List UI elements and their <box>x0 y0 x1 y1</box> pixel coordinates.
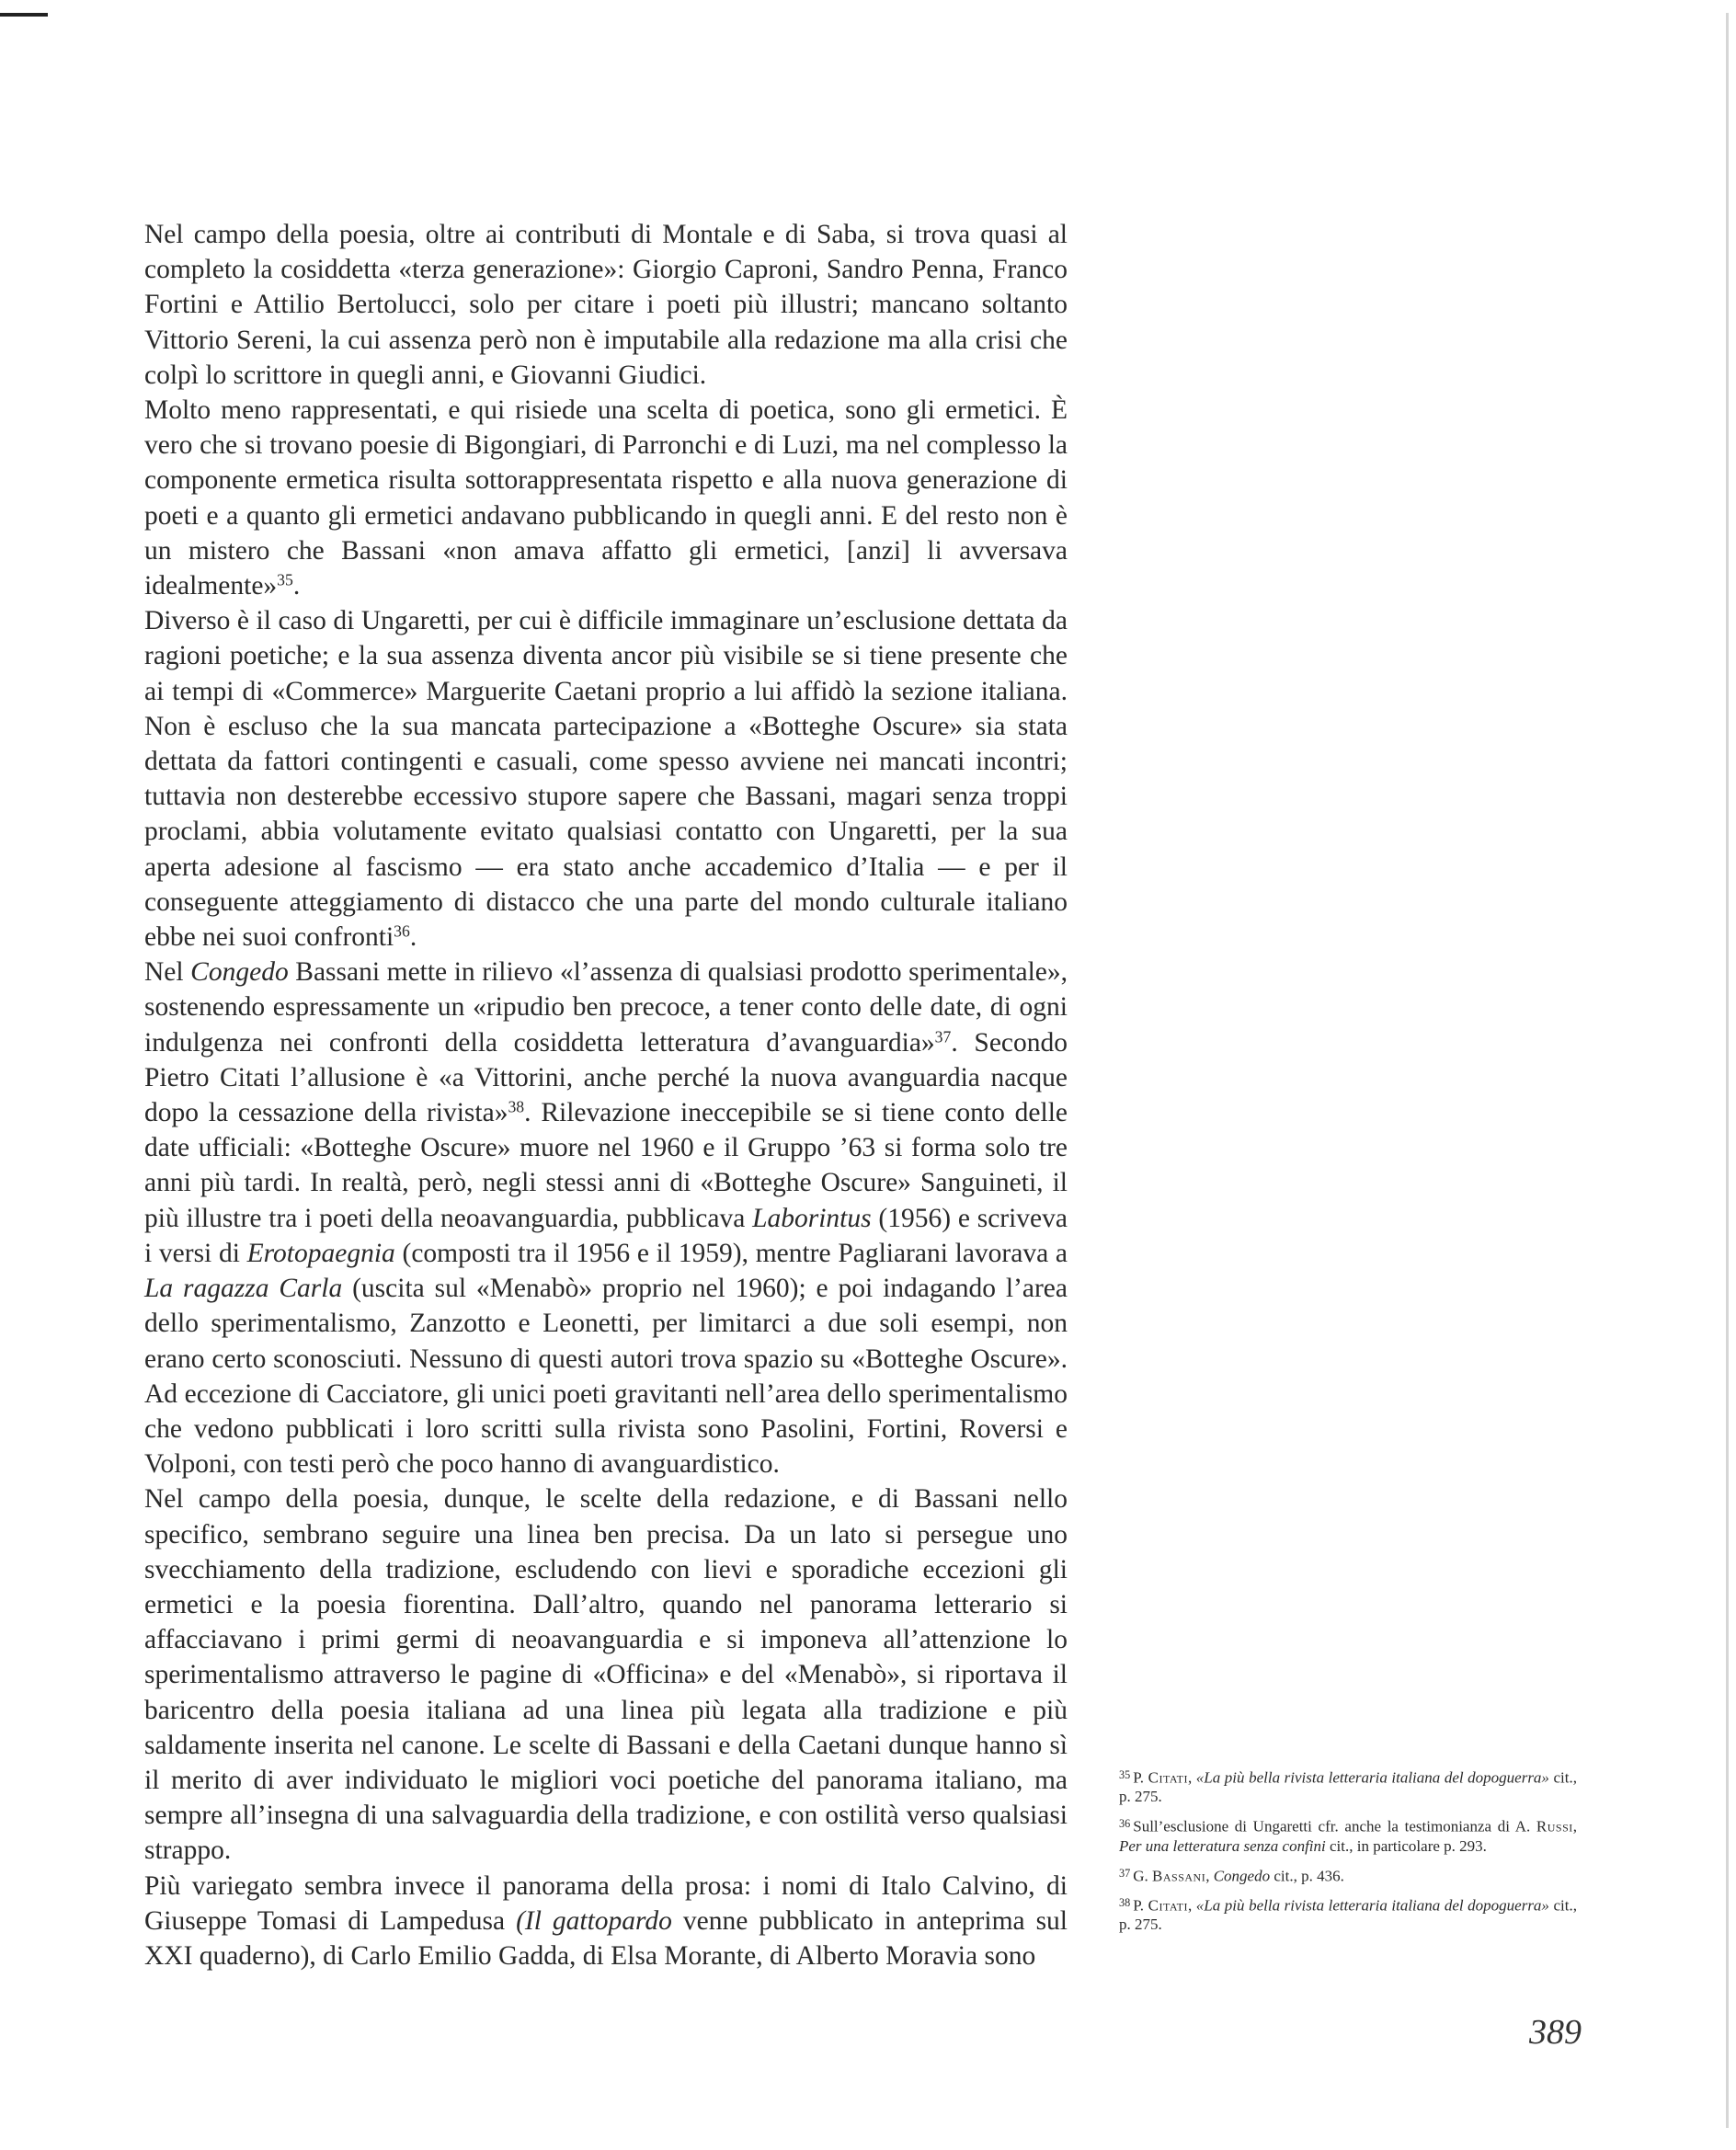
italic-text: La ragazza Carla <box>144 1274 343 1304</box>
text-run: G. <box>1133 1866 1153 1884</box>
text-run: , <box>1187 1896 1196 1915</box>
footnote-number: 38 <box>1119 1895 1131 1909</box>
text-run: Diverso è il caso di Ungaretti, per cui è difficile immaginare un’esclusione dettata da ragioni poetiche; e la sua assenza diventa ancor più visibile se si tiene presente che ai tempi di «Commerce» Marguerite Caetani proprio a lui affidò la sezione italiana. Non è escluso che la sua mancata partecipazione a «Botteghe Oscure» sia stata dettata da fattori contingenti e casuali, come spesso avviene nei mancati incontri; tuttavia non desterebbe eccessivo stupore sapere che Bassani, magari senza troppi proclami, abbia volutamente evitato qualsiasi contatto con Ungaretti, per la sua aperta adesione al fascismo — era stato anche accademico d’Italia — e per il conseguente atteggiamento di distacco che una parte del mondo culturale italiano ebbe nei suoi confronti <box>144 606 1068 953</box>
text-run: P. <box>1133 1768 1148 1787</box>
text-run: , <box>1205 1866 1214 1884</box>
footnote-number: 37 <box>1119 1866 1131 1880</box>
text-run: . Rilevazione ineccepibile se si tiene conto delle date ufficiali: «Botteghe Oscure» muore nel 1960 e il Gruppo ’63 si forma solo tre anni più tardi. In realtà, però, negli stessi anni di «Botteghe Oscure» Sanguineti, il più illustre tra i poeti della neoavanguardia, pubblicava <box>144 1098 1068 1233</box>
footnote <box>1119 1814 1577 1855</box>
footnote-reference: 36 <box>394 921 410 941</box>
italic-text: Erotopaegnia <box>246 1238 395 1268</box>
footnote-number: 36 <box>1119 1817 1131 1831</box>
text-run: , <box>1187 1768 1196 1787</box>
footnote <box>1119 1893 1577 1934</box>
text-run: Nel <box>144 957 191 988</box>
footnote-reference: 38 <box>508 1097 525 1116</box>
italic-text: Per una letteratura senza confini <box>1119 1836 1326 1855</box>
text-run: cit., p. 275. <box>1119 1768 1577 1806</box>
paragraph <box>144 1481 1068 1868</box>
page-number: 389 <box>1529 2013 1582 2052</box>
text-run: Bassani mette in rilievo «l’assenza di qualsiasi prodotto sperimentale», sostenendo espressamente un «ripudio ben precoce, a tener conto delle date, di ogni indulgenza nei confronti della cosiddetta letteratura d’avanguardia» <box>144 957 1068 1058</box>
paragraph <box>144 217 1068 393</box>
text-run: , <box>1572 1817 1577 1836</box>
body-text <box>144 217 1068 1973</box>
italic-text: Congedo <box>1213 1866 1271 1884</box>
footnote-number: 35 <box>1119 1768 1131 1781</box>
text-run: venne pubblicato in anteprima sul XXI quaderno), di Carlo Emilio Gadda, di Elsa Morante, di Alberto Moravia sono <box>144 1905 1068 1971</box>
text-run: Nel campo della poesia, oltre ai contributi di Montale e di Saba, si trova quasi al completo la cosiddetta «terza generazione»: Giorgio Caproni, Sandro Penna, Franco Fortini e Attilio Bertolucci, solo per citare i poeti più illustri; mancano soltanto Vittorio Sereni, la cui assenza però non è imputabile alla redazione ma alla crisi che colpì lo scrittore in quegli anni, e Giovanni Giudici. <box>144 220 1068 390</box>
text-run: Più variegato sembra invece il panorama della prosa: i nomi di Italo Calvino, di Giuseppe Tomasi di Lampedusa <box>144 1870 1068 1936</box>
footnote-reference: 37 <box>934 1026 952 1046</box>
footnote <box>1119 1864 1577 1885</box>
text-run: Sull’esclusione di Ungaretti cfr. anche la testimonianza di A. <box>1133 1817 1536 1836</box>
page-corner-rule <box>0 13 48 17</box>
text-run: (1956) e scriveva i versi di <box>144 1203 1068 1268</box>
footnote-reference: 35 <box>277 570 293 589</box>
footnotes <box>1119 1766 1577 1942</box>
text-run: . Secondo Pietro Citati l’allusione è «a Vittorini, anche perché la nuova avanguardia nacque dopo la cessazione della rivista» <box>144 1027 1068 1128</box>
text-run: Nel campo della poesia, dunque, le scelte della redazione, e di Bassani nello specifico, sembrano seguire una linea ben precisa. Da un lato si persegue uno svecchiamento della tradizione, escludendo con lievi e sporadiche eccezioni gli ermetici e la poesia fiorentina. Dall’altro, quando nel panorama letterario si affacciavano i primi germi di neoavanguardia e si imponeva all’attenzione lo sperimentalismo attraverso le pagine di «Officina» e del «Menabò», si riportava il baricentro della poesia italiana ad una linea più legata alla tradizione e più saldamente inserita nel canone. Le scelte di Bassani e della Caetani dunque hanno sì il merito di aver individuato le migliori voci poetiche del panorama italiano, ma sempre all’insegna di una salvaguardia della tradizione, e con ostilità verso qualsiasi strappo. <box>144 1484 1068 1866</box>
footnote <box>1119 1766 1577 1806</box>
italic-text: Laborintus <box>752 1203 872 1233</box>
italic-text: (Il gattopardo <box>516 1905 672 1936</box>
text-run: (uscita sul «Menabò» proprio nel 1960); e poi indagando l’area dello sperimentalismo, Zanzotto e Leonetti, per limitarci a due soli esempi, non erano certo sconosciuti. Nessuno di questi autori trova spazio su «Botteghe Oscure». Ad eccezione di Cacciatore, gli unici poeti gravitanti nell’area dello sperimentalismo che vedono pubblicati i loro scritti sulla rivista sono Pasolini, Fortini, Roversi e Volponi, con testi però che poco hanno di avanguardistico. <box>144 1274 1068 1480</box>
paragraph <box>144 603 1068 955</box>
text-run: . <box>409 922 417 953</box>
italic-text: Congedo <box>190 957 289 988</box>
text-run: . <box>292 571 301 601</box>
author-name: Bassani <box>1152 1866 1206 1884</box>
text-run: Molto meno rappresentati, e qui risiede una scelta di poetica, sono gli ermetici. È vero che si trovano poesie di Bigongiari, di Parronchi e di Luzi, ma nel complesso la componente ermetica risulta sottorappresentata rispetto e alla nuova generazione di poeti e a quanto gli ermetici andavano pubblicando in quegli anni. E del resto non è un mistero che Bassani «non amava affatto gli ermetici, [anzi] li avversava idealmente» <box>144 395 1068 601</box>
author-name: Citati <box>1148 1896 1188 1915</box>
page-edge-line <box>1726 13 1729 2128</box>
text-run: cit., in particolare p. 293. <box>1325 1836 1487 1855</box>
italic-text: «La più bella rivista letteraria italiana del dopoguerra» <box>1195 1768 1549 1787</box>
italic-text: «La più bella rivista letteraria italiana del dopoguerra» <box>1195 1896 1549 1915</box>
paragraph <box>144 1869 1068 1974</box>
author-name: Citati <box>1148 1768 1188 1787</box>
author-name: Russi <box>1536 1817 1573 1836</box>
paragraph <box>144 393 1068 603</box>
text-run: P. <box>1133 1896 1148 1915</box>
paragraph <box>144 955 1068 1481</box>
text-run: cit., p. 436. <box>1270 1866 1344 1884</box>
text-run: cit., p. 275. <box>1119 1896 1577 1934</box>
text-run: (composti tra il 1956 e il 1959), mentre Pagliarani lavorava a <box>394 1238 1068 1268</box>
